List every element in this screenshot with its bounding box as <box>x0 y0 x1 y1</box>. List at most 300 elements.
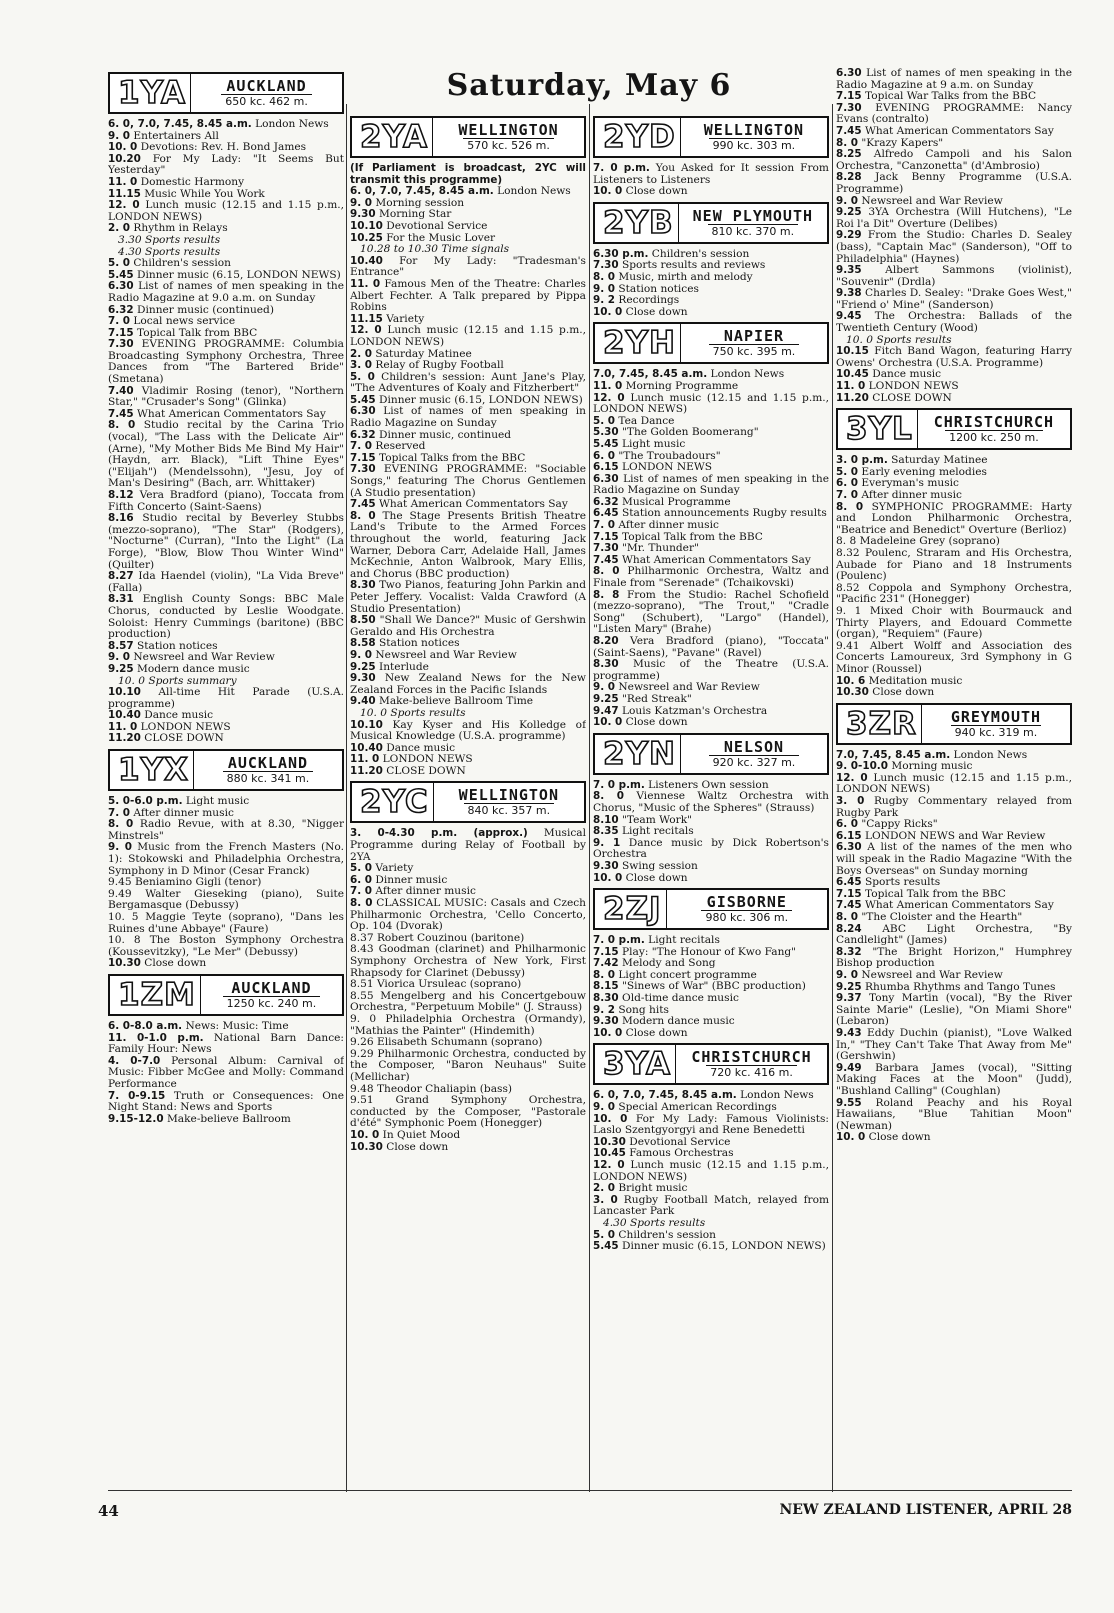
station-city: GISBORNE <box>706 893 787 912</box>
programme-entry <box>836 1098 1072 1133</box>
entry-text: Station announcements Rugby results <box>618 507 827 520</box>
entry-time: 10. 0 <box>593 1026 623 1039</box>
entry-time: 7. 0 <box>350 440 373 453</box>
entry-text: LONDON NEWS <box>379 753 473 766</box>
entry-text: Dinner music (6.15, LONDON NEWS) <box>375 393 583 406</box>
column-4 <box>836 68 1072 1486</box>
entry-text: "Red Streak" <box>618 692 692 705</box>
programme-entry <box>350 1049 586 1084</box>
entry-time: 7. 0 <box>350 885 373 898</box>
entry-text: "Sinews of War" (BBC production) <box>618 980 806 993</box>
entry-time: 8.31 <box>108 593 134 606</box>
station-callsign: 2YC <box>360 784 429 821</box>
entry-text: 10. 8 The Boston Symphony Orchestra (Koussevitzky), "Le Mer" (Debussy) <box>108 934 344 958</box>
programme-entry <box>593 163 829 186</box>
programme-entry <box>108 200 344 223</box>
entry-text: London News <box>493 185 571 198</box>
station-block <box>593 1043 829 1252</box>
entry-text: 9. 1 Mixed Choir with Bourmauck and Thirty Players, and Edouard Commette (organ), "Requiem" (Faure) <box>836 604 1072 641</box>
entry-text: Close down <box>382 1140 449 1153</box>
entry-time: 9. 0 <box>350 196 373 209</box>
entry-time: 6. 0 <box>593 449 616 462</box>
entry-text: Domestic Harmony <box>137 175 245 188</box>
entry-time: 11. 0 <box>836 380 866 393</box>
station-block <box>836 68 1072 404</box>
station-city-box <box>921 705 1070 743</box>
entry-text: Devotions: Rev. H. Bond James <box>137 141 307 154</box>
programme-entry <box>350 580 586 615</box>
entry-time: 9.47 <box>593 704 619 717</box>
entry-text: List of names of men speaking in the Radio Magazine on Sunday <box>593 472 829 497</box>
entry-text: Radio Revue, with at 8.30, "Nigger Minstrels" <box>108 818 344 842</box>
programme-entry <box>836 1063 1072 1098</box>
entry-text: EVENING PROGRAMME: Columbia Broadcasting Symphony Orchestra, Three Dances from "The Bartered Bride" (Smetana) <box>108 338 344 386</box>
entry-time: 3. 0 <box>350 359 373 372</box>
entry-text: Light recitals <box>618 825 694 838</box>
programme-entry <box>593 186 829 198</box>
entry-text: Newsreel and War Review <box>858 968 1003 981</box>
entry-text: 9.29 Philharmonic Orchestra, conducted by the Composer, "Baron Neuhaus" Suite (Mellichar) <box>350 1047 586 1083</box>
entry-time: 10. 0 <box>593 305 623 318</box>
programme-entry <box>108 490 344 513</box>
entry-text: Famous Men of the Theatre: Charles Albert Fechter. A Talk prepared by Pippa Robins <box>350 277 586 314</box>
entry-time: 9. 2 <box>593 1003 616 1016</box>
entry-text: Newsreel and War Review <box>858 194 1003 207</box>
entry-text: 8.55 Mengelberg and his Concertgebouw Orchestra, "Perpetuum Mobile" (J. Strauss) <box>350 989 586 1014</box>
programme-entry <box>108 594 344 640</box>
station-callsign: 3YL <box>846 411 913 448</box>
entry-time: 5.45 <box>350 393 376 406</box>
entry-text: From the Studio: Charles D. Sealey (bass), "Captain Mac" (Sanderson), "Off to Philadelphia" (Haynes) <box>836 229 1072 265</box>
programme-entry <box>593 474 829 497</box>
entry-text: Rhumba Rhythms and Tango Tunes <box>861 980 1056 993</box>
entry-text: Local news service <box>130 315 236 328</box>
entry-text: Philharmonic Orchestra, Waltz and Finale from "Serenade" (Tchaikovski) <box>593 565 829 590</box>
programme-entry <box>350 325 586 348</box>
entry-text: Studio recital by the Carina Trio (vocal), "The Lass with the Delicate Air" (Arne), "My Mother Bids Me Bind My Hair" (Haydn, arr. Black), "Lift Thine Eyes" ("Elijah") (Mendelssohn), "Jesu, Joy of Man's Desiring" (Bach, arr. Whittaker) <box>108 419 344 490</box>
programme-entry <box>108 281 344 304</box>
entry-text: Viennese Waltz Orchestra with Chorus, "Music of the Spheres" (Strauss) <box>593 790 829 814</box>
station-frequency: 990 kc. 303 m. <box>709 138 800 152</box>
entry-time: 7. 0-9.15 <box>108 1089 166 1102</box>
entry-text: Albert Sammons (violinist), "Souvenir" (Drdla) <box>836 264 1072 288</box>
entry-time: 8. 0 <box>350 897 373 910</box>
entry-text: London News <box>950 748 1028 761</box>
programme-entry <box>593 791 829 814</box>
programme-entry <box>593 566 829 589</box>
station-city: AUCKLAND <box>231 978 312 997</box>
entry-time: 7. 0 p.m. <box>593 934 645 947</box>
programme-entry <box>836 924 1072 947</box>
programme-entry <box>836 346 1072 369</box>
entry-time: 5. 0 <box>593 1228 616 1241</box>
station-city-box <box>680 324 827 362</box>
entry-time: 9. 0 <box>108 841 132 854</box>
entry-time: 9. 2 <box>593 294 616 307</box>
entry-time: 9.49 <box>836 1061 862 1074</box>
station-city: WELLINGTON <box>703 121 805 139</box>
entry-time: 7.40 <box>108 384 134 397</box>
entry-text: Louis Katzman's Orchestra <box>618 704 768 717</box>
entry-text: Dance music <box>868 368 942 381</box>
entry-text: After dinner music <box>130 806 234 819</box>
station-block <box>593 888 829 1039</box>
programme-entry <box>108 339 344 385</box>
entry-text: Early evening melodies <box>858 465 987 478</box>
programme-entry <box>350 615 586 638</box>
entry-time: 8.28 <box>836 171 862 184</box>
entry-text: 10. 0 Sports summary <box>118 674 237 687</box>
entry-time: 10.10 <box>350 219 383 232</box>
entry-text: Light concert programme <box>615 968 757 981</box>
entry-time: 9. 0 <box>593 282 616 295</box>
programme-entry <box>350 991 586 1014</box>
entry-time: 7.42 <box>593 957 619 970</box>
entry-text: Rugby Commentary relayed from Rugby Park <box>836 795 1072 819</box>
entry-time: 8. 0 <box>593 968 616 981</box>
entry-text: Studio recital by Beverley Stubbs (mezzo-soprano), "The Star" (Rodgers), "Nocturne" (Curran), "Into the Light" (La Forge), "Blow, Blow Thou Winter Wind" (Quilter) <box>108 512 344 571</box>
entry-time: 8.12 <box>108 489 134 501</box>
entry-time: 5. 0 <box>350 862 373 875</box>
entry-text: 9.48 Theodor Chaliapin (bass) <box>350 1082 513 1095</box>
entry-text: 8.43 Goodman (clarinet) and Philharmonic Symphony Orchestra of New York, First Rhapsody for Clarinet (Debussy) <box>350 943 586 979</box>
entry-time: 9.45 <box>836 310 862 323</box>
entry-text: After dinner music <box>615 519 719 532</box>
programme-entry <box>836 207 1072 230</box>
entry-text: Newsreel and War Review <box>130 651 275 664</box>
station-city: GREYMOUTH <box>950 707 1042 726</box>
programme-entry <box>350 944 586 979</box>
entry-time: 7.30 <box>836 101 862 114</box>
station-frequency: 1200 kc. 250 m. <box>945 430 1043 444</box>
programme-entry <box>836 230 1072 265</box>
station-city-box <box>432 118 584 156</box>
entry-time: 5. 0 <box>350 370 375 383</box>
entry-time: 8.58 <box>350 637 376 650</box>
entry-text: After dinner music <box>372 885 476 898</box>
entry-text: For the Music Lover <box>382 231 496 244</box>
programme-entry <box>108 889 344 912</box>
programme-entry <box>350 673 586 696</box>
station-header <box>108 72 344 114</box>
station-block <box>593 116 829 198</box>
entry-time: 7.45 <box>836 124 862 137</box>
entry-text: Truth or Consequences: One Night Stand: News and Sports <box>108 1089 344 1114</box>
station-frequency: 750 kc. 395 m. <box>709 344 800 358</box>
entry-text: Topical Talk from BBC <box>133 326 258 339</box>
entry-time: 9.38 <box>836 287 862 300</box>
entry-time: 8. 0 <box>350 509 376 522</box>
entry-time: 7.0, 7.45, 8.45 a.m. <box>836 748 951 761</box>
entry-time: 7. 0 p.m. <box>593 778 645 791</box>
entry-time: 8.35 <box>593 825 619 838</box>
programme-entry <box>836 583 1072 606</box>
entry-text: Two Pianos, featuring John Parkin and Peter Jeffery. Vocalist: Valda Crawford (A Studio Presentation) <box>350 579 586 615</box>
entry-text: Roland Peachy and his Royal Hawaiians, "Blue Tahitian Moon" (Newman) <box>836 1096 1072 1132</box>
entry-text: Kay Kyser and His Kolledge of Musical Knowledge (U.S.A. programme) <box>350 718 586 743</box>
entry-text: For My Lady: "Tradesman's Entrance" <box>350 254 586 279</box>
station-city-box <box>678 204 827 242</box>
entry-text: Melody and Song <box>618 957 716 970</box>
entry-text: Rugby Football Match, relayed from Lancaster Park <box>593 1193 829 1218</box>
station-header <box>593 202 829 244</box>
entry-text: "Team Work" <box>618 813 693 826</box>
programme-entry <box>108 1033 344 1056</box>
programme-entry <box>350 511 586 581</box>
entry-text: 9.41 Albert Wolff and Association des Concerts Lamoureux, 3rd Symphony in G Minor (Roussel) <box>836 639 1072 675</box>
entry-text: Devotional Service <box>382 219 488 232</box>
entry-text: Topical Talks from the BBC <box>375 451 526 464</box>
entry-time: 9.25 <box>350 660 376 673</box>
entry-text: News: Music: Time <box>182 1019 289 1032</box>
entry-text: Lunch music (12.15 and 1.15 p.m., LONDON NEWS) <box>836 771 1072 796</box>
station-frequency: 720 kc. 416 m. <box>706 1065 797 1079</box>
entry-time: 10.30 <box>108 957 141 970</box>
entry-text: 10. 0 Sports results <box>360 706 466 719</box>
entry-text: Sports results <box>861 876 941 889</box>
entry-text: Old-time dance music <box>618 992 739 1005</box>
entry-time: 6.15 <box>836 829 862 842</box>
programme-entry <box>836 796 1072 819</box>
station-callsign: 3ZR <box>846 705 917 742</box>
entry-text: Tea Dance <box>615 414 675 427</box>
entry-time: 7. 0 <box>108 806 131 819</box>
entry-text: Topical Talk from the BBC <box>861 887 1006 900</box>
entry-time: 7.15 <box>836 887 862 900</box>
programme-entry <box>836 265 1072 288</box>
programme-entry <box>350 406 586 429</box>
entry-time: 8.30 <box>350 579 376 592</box>
entry-time: 6. 0, 7.0, 7.45, 8.45 a.m. <box>108 118 252 130</box>
station-callsign: 2YH <box>603 325 676 362</box>
station-block <box>593 202 829 319</box>
entry-time: 9.30 <box>593 859 619 872</box>
programme-entry <box>836 773 1072 796</box>
entry-time: 5. 0 <box>836 465 859 478</box>
station-frequency: 650 kc. 462 m. <box>221 94 312 108</box>
station-block <box>350 781 586 1153</box>
entry-text: Morning session <box>372 196 465 209</box>
entry-text: Music While You Work <box>140 187 265 200</box>
entry-text: Musical Programme <box>618 495 731 508</box>
column-rule <box>346 104 347 1492</box>
entry-text: Listeners Own session <box>644 778 769 791</box>
programme-entry <box>836 842 1072 877</box>
entry-text: Vera Bradford (piano), Toccata from Fifth Concerto (Saint-Saens) <box>108 489 344 513</box>
entry-text: Newsreel and War Review <box>615 681 760 694</box>
entry-time: 8. 0 <box>836 911 859 923</box>
entry-time: 9. 0 <box>836 968 859 981</box>
entry-text: Entertainers All <box>130 129 219 142</box>
entry-time: 10.40 <box>108 709 141 722</box>
station-frequency: 920 kc. 327 m. <box>709 755 800 769</box>
programme-entry <box>350 163 586 186</box>
station-frequency: 980 kc. 306 m. <box>701 910 792 924</box>
station-callsign: 2YD <box>603 119 676 155</box>
entry-text: Topical War Talks from the BBC <box>861 90 1037 103</box>
programme-entry <box>836 641 1072 676</box>
station-block <box>593 733 829 884</box>
entry-time: 8. 0 <box>108 818 134 831</box>
entry-text: Musical Programme during Relay of Football by 2YA <box>350 827 586 863</box>
entry-time: 10.30 <box>836 686 869 699</box>
entry-text: Light music <box>618 437 686 450</box>
entry-text: Reserved <box>372 440 426 453</box>
entry-time: 10.10 <box>108 686 141 699</box>
station-frequency: 840 kc. 357 m. <box>464 803 555 817</box>
entry-time: 8. 0 <box>836 136 859 149</box>
programme-entry <box>350 766 586 778</box>
entry-time: 12. 0 <box>108 199 140 212</box>
programme-entry <box>108 386 344 409</box>
programme-entry <box>836 103 1072 126</box>
entry-time: 8.57 <box>108 639 134 652</box>
station-block <box>593 322 829 728</box>
station-header <box>593 888 829 930</box>
entry-text: Vladimir Rosing (tenor), "Northern Star," "Crusader's Song" (Glinka) <box>108 384 344 409</box>
entry-time: 8. 0 <box>593 790 624 803</box>
magazine-footer: NEW ZEALAND LISTENER, APRIL 28 <box>779 1502 1072 1518</box>
entry-text: "Cappy Ricks" <box>858 818 938 831</box>
entry-text: All-time Hit Parade (U.S.A. programme) <box>108 686 344 710</box>
programme-entry <box>593 590 829 636</box>
entry-time: 6.30 <box>593 472 619 485</box>
station-header <box>350 116 586 158</box>
entry-text: Children's session: Aunt Jane's Play, "The Adventures of Koaly and Fitzherbert" <box>350 370 586 395</box>
entry-text: Modern dance music <box>133 662 250 675</box>
entry-time: 11. 0 <box>108 175 138 188</box>
station-city: CHRISTCHURCH <box>691 1048 812 1067</box>
programme-entry <box>350 1142 586 1154</box>
entry-text: Make-believe Ballroom <box>163 1112 291 1125</box>
entry-text: Meditation music <box>865 674 963 687</box>
entry-text: Close down <box>622 716 688 729</box>
station-city-box <box>190 74 342 112</box>
entry-text: Song hits <box>615 1003 669 1016</box>
entry-time: 10.40 <box>350 741 383 754</box>
entry-time: 7.15 <box>108 326 134 339</box>
entry-text: 8.51 Viorica Ursuleac (soprano) <box>350 978 522 991</box>
station-city-box <box>675 1045 827 1083</box>
entry-text: Interlude <box>375 660 429 673</box>
entry-text: Dinner music, continued <box>375 428 512 441</box>
programme-entry <box>108 935 344 958</box>
entry-time: 11.20 <box>836 391 869 404</box>
station-header <box>108 749 344 791</box>
station-block <box>108 72 344 745</box>
entry-text: The Stage Presents British Theatre Land's Tribute to the Armed Forces throughout the world, featuring Jack Warner, Debora Carr, Adelaide Hall, James McKechnie, Anton Walbrook, Mary Ellis, and Chorus (BBC production) <box>350 509 586 580</box>
entry-text: Rhythm in Relays <box>130 222 228 235</box>
programme-entry <box>593 1114 829 1137</box>
station-header <box>593 116 829 158</box>
entry-text: Morning Programme <box>622 379 739 392</box>
entry-time: 11. 0-1.0 p.m. <box>108 1031 204 1044</box>
entry-time: 10. 0 <box>593 185 623 198</box>
programme-entry <box>108 733 344 745</box>
entry-time: 9.25 <box>593 692 619 705</box>
entry-time: 6.45 <box>593 507 619 520</box>
entry-time: 3. 0 p.m. <box>836 454 888 467</box>
page-title: Saturday, May 6 <box>446 68 732 103</box>
entry-time: 6. 0, 7.0, 7.45, 8.45 a.m. <box>593 1089 737 1102</box>
entry-time: 8.32 <box>836 945 862 958</box>
programme-entry <box>593 659 829 682</box>
station-frequency: 940 kc. 319 m. <box>951 725 1042 739</box>
entry-time: 6.15 <box>593 461 619 474</box>
entry-time: 9.25 <box>836 206 862 219</box>
entry-text: Tony Martin (vocal), "By the River Sainte Marie" (Leslie), "On Miami Shore" (Lebaron) <box>836 992 1072 1028</box>
entry-text: Music, mirth and melody <box>615 270 753 283</box>
entry-text: Close down <box>622 305 688 318</box>
entry-time: 9.55 <box>836 1096 862 1109</box>
entry-time: 6.32 <box>350 428 376 441</box>
station-callsign: 1ZM <box>118 976 196 1013</box>
entry-text: "The Cloister and the Hearth" <box>858 911 1023 923</box>
station-city-box <box>917 410 1070 448</box>
programme-entry <box>836 172 1072 195</box>
entry-time: 11.20 <box>350 764 383 777</box>
entry-text: Eddy Duchin (pianist), "Love Walked In," "They Can't Take That Away from Me" (Gershwin) <box>836 1026 1072 1063</box>
entry-time: 12. 0 <box>350 324 382 337</box>
entry-time: 10. 0 <box>593 716 623 729</box>
programme-entry <box>593 1160 829 1183</box>
programme-entry <box>108 1056 344 1091</box>
entry-time: 5. 0-6.0 p.m. <box>108 795 183 808</box>
entry-text: Alfredo Campoli and his Salon Orchestra, "Canzonetta" (d'Ambrosio) <box>836 148 1072 172</box>
entry-text: After dinner music <box>858 489 962 501</box>
entry-text: CLOSE DOWN <box>868 391 952 404</box>
entry-text: EVENING PROGRAMME: Nancy Evans (contralto) <box>836 101 1072 126</box>
station-city: WELLINGTON <box>458 121 559 139</box>
entry-time: 6.45 <box>836 876 862 889</box>
station-city-box <box>680 118 827 156</box>
entry-time: 10.30 <box>350 1140 383 1153</box>
station-header <box>593 322 829 364</box>
programme-entry <box>593 1241 829 1253</box>
entry-text: Charles D. Sealey: "Drake Goes West," "Friend o' Mine" (Sanderson) <box>836 287 1072 311</box>
entry-text: Modern dance music <box>618 1015 735 1028</box>
programme-entry <box>836 1028 1072 1063</box>
programme-entry <box>108 912 344 935</box>
entry-text: What American Commentators Say <box>133 407 326 420</box>
entry-text: Vera Bradford (piano), "Toccata" (Saint-Saens), "Pavane" (Ravel) <box>593 635 829 659</box>
entry-time: 10.30 <box>593 1135 626 1148</box>
entry-time: 6.30 <box>350 405 376 418</box>
entry-text: Famous Orchestras <box>625 1147 734 1160</box>
entry-text: Sports results and reviews <box>618 259 766 272</box>
entry-time: 8.50 <box>350 614 376 627</box>
station-header <box>593 1043 829 1085</box>
entry-time: 6.32 <box>593 495 619 508</box>
station-city: NEW PLYMOUTH <box>692 206 814 225</box>
entry-text: What American Commentators Say <box>618 553 811 566</box>
entry-text: London News <box>736 1089 814 1102</box>
programme-entry <box>350 279 586 314</box>
entry-time: 7. 0 <box>836 489 859 501</box>
entry-text: List of names of men speaking in the Radio Magazine at 9.0 a.m. on Sunday <box>108 280 344 304</box>
entry-time: 8.27 <box>108 570 134 583</box>
entry-text: Recordings <box>615 294 680 307</box>
station-city: WELLINGTON <box>458 786 559 805</box>
entry-text: Lunch music (12.15 and 1.15 p.m., LONDON NEWS) <box>350 324 586 348</box>
entry-text: Morning music <box>887 760 973 773</box>
entry-time: (If Parliament is broadcast, 2YC will transmit this programme) <box>350 162 586 186</box>
entry-text: Barbara James (vocal), "Sitting Making Faces at the Moon" (Judd), "Bushland Calling" (Coughlan) <box>836 1061 1072 1097</box>
entry-time: 11.15 <box>108 187 141 200</box>
entry-time: 11. 0 <box>108 720 138 733</box>
bottom-rule <box>108 1490 1072 1491</box>
entry-text: CLOSE DOWN <box>382 764 466 777</box>
